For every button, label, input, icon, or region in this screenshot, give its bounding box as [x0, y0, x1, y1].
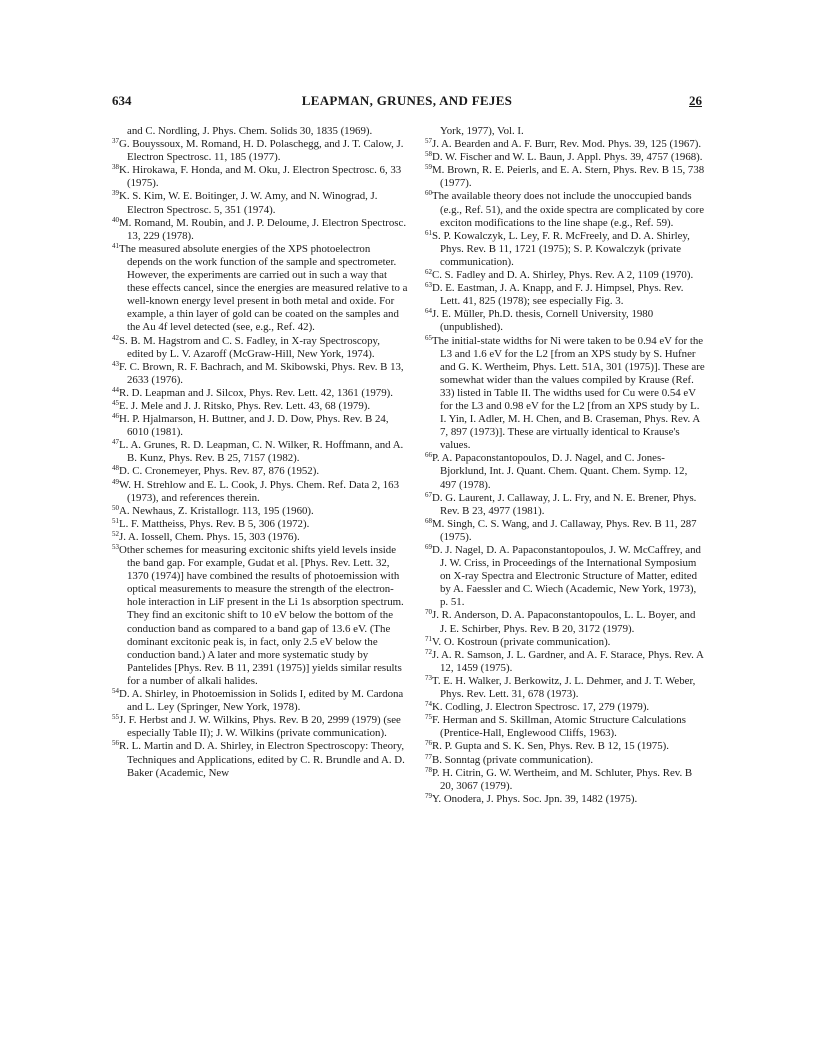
- reference-number: 40: [112, 215, 119, 224]
- running-title: LEAPMAN, GRUNES, AND FEJES: [301, 93, 513, 108]
- reference-number: 72: [425, 647, 432, 656]
- continued-reference: and C. Nordling, J. Phys. Chem. Solids 30, 1835 (1969).: [127, 125, 373, 137]
- reference-item: [425, 518, 705, 544]
- reference-list-right: [425, 138, 705, 806]
- reference-text: A. Newhaus, Z. Kristallogr. 113, 195 (1960).: [119, 504, 314, 517]
- reference-text: C. S. Fadley and D. A. Shirley, Phys. Rev. A 2, 1109 (1970).: [432, 269, 694, 282]
- reference-item: [112, 439, 408, 465]
- reference-text: S. B. M. Hagstrom and C. S. Fadley, in X-ray Spectroscopy, edited by L. V. Azaroff (McGraw-Hill, New York, 1974).: [119, 334, 380, 360]
- reference-text: K. Hirokawa, F. Honda, and M. Oku, J. Electron Spectrosc. 6, 33 (1975).: [119, 164, 402, 190]
- reference-text: R. P. Gupta and S. K. Sen, Phys. Rev. B 12, 15 (1975).: [432, 740, 669, 753]
- reference-text: J. A. Bearden and A. F. Burr, Rev. Mod. Phys. 39, 125 (1967).: [432, 138, 702, 151]
- reference-number: 58: [425, 150, 432, 159]
- reference-text: D. C. Cronemeyer, Phys. Rev. 87, 876 (1952).: [119, 465, 320, 478]
- reference-number: 39: [112, 189, 119, 198]
- reference-text: J. A. Iossell, Chem. Phys. 15, 303 (1976).: [119, 530, 300, 543]
- reference-number: 60: [425, 189, 432, 198]
- reference-item: [112, 387, 408, 400]
- reference-number: 42: [112, 333, 119, 342]
- reference-text: J. A. R. Samson, J. L. Gardner, and A. F. Starace, Phys. Rev. A 12, 1459 (1975).: [432, 648, 704, 674]
- reference-text: M. Singh, C. S. Wang, and J. Callaway, Phys. Rev. B 11, 287 (1975).: [432, 517, 697, 543]
- reference-number: 64: [425, 307, 432, 316]
- continued-reference: York, 1977), Vol. I.: [440, 125, 524, 137]
- reference-text: B. Sonntag (private communication).: [432, 753, 594, 766]
- reference-item: [425, 675, 705, 701]
- reference-text: J. E. Müller, Ph.D. thesis, Cornell University, 1980 (unpublished).: [432, 308, 654, 334]
- reference-number: 69: [425, 543, 432, 551]
- reference-number: 74: [425, 700, 432, 709]
- reference-item: [425, 754, 705, 767]
- reference-number: 76: [425, 739, 432, 748]
- reference-item: [112, 217, 408, 243]
- reference-item: [425, 230, 705, 269]
- reference-text: R. D. Leapman and J. Silcox, Phys. Rev. Lett. 42, 1361 (1979).: [119, 386, 393, 399]
- reference-item: [112, 465, 408, 478]
- reference-item: [425, 335, 705, 453]
- volume-number: 26: [689, 93, 702, 108]
- reference-number: 38: [112, 163, 119, 172]
- reference-text: H. P. Hjalmarson, H. Buttner, and J. D. Dow, Phys. Rev. B 24, 6010 (1981).: [119, 413, 389, 439]
- reference-item: [425, 649, 705, 675]
- reference-text: The measured absolute energies of the XPS photoelectron depends on the work function of the sample and spectrometer. However, the experiments are carried out in such a way that these effects cancel, since the energies are measured relative to a well-known energy level present in both metal and oxide. For example, a thin layer of gold can be coated on the samples and the Au 4f level detected (see, e.g., Ref. 42).: [119, 242, 408, 334]
- reference-text: D. J. Nagel, D. A. Papaconstantopoulos, J. W. McCaffrey, and J. W. Criss, in Proceedings of the International Symposium on X-ray Spectra and Electronic Structure of Matter, edited by A. Faessler and C. Wiech (Academic, New York, 1973), p. 51.: [432, 544, 701, 609]
- reference-item: [425, 701, 705, 714]
- reference-text: P. H. Citrin, G. W. Wertheim, and M. Schluter, Phys. Rev. B 20, 3067 (1979).: [432, 766, 693, 792]
- reference-text: F. C. Brown, R. F. Bachrach, and M. Skibowski, Phys. Rev. B 13, 2633 (1976).: [119, 360, 404, 386]
- reference-number: 50: [112, 503, 119, 512]
- reference-item: [112, 544, 408, 688]
- reference-item: [112, 243, 408, 335]
- reference-item: [425, 793, 705, 806]
- reference-number: 71: [425, 634, 432, 643]
- reference-item: [112, 190, 408, 216]
- reference-text: W. H. Strehlow and E. L. Cook, J. Phys. Chem. Ref. Data 2, 163 (1973), and references therein.: [119, 478, 400, 504]
- reference-number: 65: [425, 333, 432, 342]
- reference-number: 54: [112, 687, 119, 696]
- reference-number: 43: [112, 359, 119, 368]
- reference-number: 53: [112, 543, 119, 551]
- reference-number: 59: [425, 163, 432, 172]
- reference-number: 56: [112, 739, 119, 748]
- reference-number: 67: [425, 490, 432, 499]
- reference-item: [112, 740, 408, 779]
- reference-item: [112, 518, 408, 531]
- reference-text: S. P. Kowalczyk, L. Ley, F. R. McFreely, and D. A. Shirley, Phys. Rev. B 11, 1721 (1975); S. P. Kowalczyk (private communication).: [432, 229, 690, 268]
- reference-text: V. O. Kostroun (private communication).: [432, 635, 611, 648]
- reference-number: 78: [425, 765, 432, 774]
- reference-item: [425, 190, 705, 229]
- reference-text: F. Herman and S. Skillman, Atomic Structure Calculations (Prentice-Hall, Englewood Cliffs, 1963).: [432, 714, 686, 740]
- reference-number: 48: [112, 464, 119, 473]
- reference-number: 62: [425, 268, 432, 277]
- reference-text: M. Romand, M. Roubin, and J. P. Deloume, J. Electron Spectrosc. 13, 229 (1978).: [119, 216, 407, 242]
- reference-number: 49: [112, 477, 119, 486]
- reference-item: [112, 479, 408, 505]
- running-header: [112, 93, 702, 111]
- reference-text: D. A. Shirley, in Photoemission in Solids I, edited by M. Cardona and L. Ley (Springer, New York, 1978).: [119, 688, 404, 714]
- reference-text: The initial-state widths for Ni were taken to be 0.94 eV for the L3 and 1.6 eV for the L2 [from an XPS study by S. Hufner and G. K. Wertheim, Phys. Lett. 51A, 301 (1975)]. These are somewhat wider than the values compiled by Krause (Ref. 33) listed in Table II. The widths used for Cu were 0.54 eV for the L3 and 0.98 eV for the L2 [from an XPS study by L. I. Yin, I. Adler, M. H. Chen, and B. Craseman, Phys. Rev. A 7, 897 (1973)]. These are virtually identical to Krause's values.: [432, 334, 705, 452]
- reference-item: [425, 609, 705, 635]
- reference-item: [112, 164, 408, 190]
- reference-item: [425, 164, 705, 190]
- reference-item: [425, 636, 705, 649]
- reference-item: [425, 452, 705, 491]
- reference-number: 57: [425, 137, 432, 146]
- reference-number: 75: [425, 713, 432, 722]
- reference-number: 45: [112, 398, 119, 407]
- reference-number: 46: [112, 412, 119, 421]
- reference-text: Y. Onodera, J. Phys. Soc. Jpn. 39, 1482 (1975).: [432, 792, 638, 805]
- reference-item: [112, 714, 408, 740]
- reference-text: K. Codling, J. Electron Spectrosc. 17, 279 (1979).: [432, 701, 650, 714]
- reference-item: [425, 544, 705, 609]
- reference-number: 63: [425, 281, 432, 290]
- reference-item: [425, 308, 705, 334]
- reference-item: [112, 505, 408, 518]
- reference-number: 77: [425, 752, 432, 761]
- reference-item: [425, 714, 705, 740]
- reference-text: E. J. Mele and J. J. Ritsko, Phys. Rev. Lett. 43, 68 (1979).: [119, 399, 371, 412]
- reference-number: 68: [425, 516, 432, 525]
- reference-text: D. G. Laurent, J. Callaway, J. L. Fry, and N. E. Brener, Phys. Rev. B 23, 4977 (1981).: [432, 491, 697, 517]
- reference-text: The available theory does not include the unoccupied bands (e.g., Ref. 51), and the oxide spectra are complicated by core exciton modifications to the line shape (e.g., Ref. 59).: [432, 190, 705, 229]
- reference-item: [425, 151, 705, 164]
- reference-text: R. L. Martin and D. A. Shirley, in Electron Spectroscopy: Theory, Techniques and Applications, edited by C. R. Brundle and A. D. Baker (Academic, New: [119, 740, 405, 779]
- reference-number: 73: [425, 673, 432, 682]
- reference-text: G. Bouyssoux, M. Romand, H. D. Polaschegg, and J. T. Calow, J. Electron Spectrosc. 11, 185 (1977).: [119, 138, 404, 164]
- right-reference-column: [425, 125, 705, 806]
- reference-item: [425, 492, 705, 518]
- reference-item: [112, 400, 408, 413]
- reference-item: [425, 740, 705, 753]
- reference-number: 41: [112, 241, 119, 250]
- reference-number: 55: [112, 713, 119, 722]
- reference-item: [112, 688, 408, 714]
- reference-number: 79: [425, 791, 432, 800]
- reference-number: 52: [112, 529, 119, 538]
- reference-text: T. E. H. Walker, J. Berkowitz, J. L. Dehmer, and J. T. Weber, Phys. Rev. Lett. 31, 678 (1973).: [432, 674, 696, 701]
- reference-number: 47: [112, 438, 119, 447]
- reference-number: 37: [112, 137, 119, 146]
- reference-text: D. W. Fischer and W. L. Baun, J. Appl. Phys. 39, 4757 (1968).: [432, 151, 703, 164]
- reference-number: 70: [425, 608, 432, 617]
- left-reference-column: [112, 125, 408, 780]
- reference-item: [112, 413, 408, 439]
- reference-text: Other schemes for measuring excitonic shifts yield levels inside the band gap. For example, Gudat et al. [Phys. Rev. Lett. 32, 1370 (1974)] have combined the results of photoemission with optical measurements to measure the strength of the electron-hole interaction in LiF present in the Li 1s absorption spectrum. They find an excitonic shift to 10 eV below the bottom of the conduction band as compared to a band gap of 13.6 eV. (The dominant excitonic peak is, in fact, only 2.5 eV below the conduction band.) A later and more systematic study by Pantelides [Phys. Rev. B 11, 2391 (1975)] yields similar results for a number of alkali halides.: [119, 544, 404, 687]
- reference-text: J. F. Herbst and J. W. Wilkins, Phys. Rev. B 20, 2999 (1979) (see especially Table II); J. W. Wilkins (private communication).: [119, 714, 401, 740]
- reference-number: 61: [425, 228, 432, 237]
- page-number: 634: [112, 93, 132, 108]
- reference-text: J. R. Anderson, D. A. Papaconstantopoulos, L. L. Boyer, and J. E. Schirber, Phys. Rev. B 20, 3172 (1979).: [432, 609, 696, 635]
- reference-number: 44: [112, 385, 119, 394]
- reference-list-left: [112, 138, 408, 780]
- reference-item: [425, 282, 705, 308]
- reference-number: 51: [112, 516, 119, 525]
- reference-item: [112, 361, 408, 387]
- reference-number: 66: [425, 451, 432, 460]
- reference-text: D. E. Eastman, J. A. Knapp, and F. J. Himpsel, Phys. Rev. Lett. 41, 825 (1978); see especially Fig. 3.: [432, 282, 684, 308]
- reference-text: K. S. Kim, W. E. Boitinger, J. W. Amy, and N. Winograd, J. Electron Spectrosc. 5, 351 (1974).: [119, 190, 378, 216]
- reference-item: [425, 269, 705, 282]
- reference-item: [112, 531, 408, 544]
- reference-item: [112, 335, 408, 361]
- reference-text: M. Brown, R. E. Peierls, and E. A. Stern, Phys. Rev. B 15, 738 (1977).: [432, 164, 705, 190]
- reference-item: [425, 767, 705, 793]
- reference-text: P. A. Papaconstantopoulos, D. J. Nagel, and C. Jones-Bjorklund, Int. J. Quant. Chem. Quant. Chem. Symp. 12, 497 (1978).: [432, 452, 688, 491]
- reference-item: [425, 138, 705, 151]
- reference-text: L. F. Mattheiss, Phys. Rev. B 5, 306 (1972).: [119, 517, 310, 530]
- reference-item: [112, 138, 408, 164]
- reference-text: L. A. Grunes, R. D. Leapman, C. N. Wilker, R. Hoffmann, and A. B. Kunz, Phys. Rev. B 25, 7157 (1982).: [119, 439, 404, 465]
